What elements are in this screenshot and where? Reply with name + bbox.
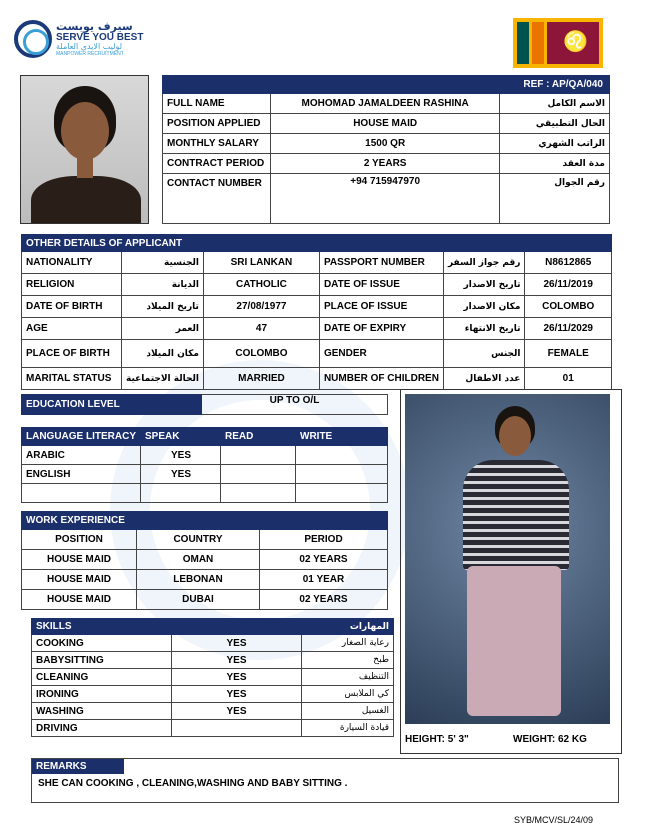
reference-number: REF : AP/QA/040	[163, 76, 610, 94]
field-label: MARITAL STATUS	[22, 368, 122, 390]
work-position: HOUSE MAID	[22, 550, 137, 570]
language-level	[141, 484, 221, 503]
table-row	[22, 296, 612, 318]
field-label: DATE OF EXPIRY	[319, 318, 443, 340]
skill-name: DRIVING	[32, 720, 172, 737]
table-row	[163, 174, 610, 224]
field-label-ar: مكان الاصدار	[443, 296, 525, 318]
full-name-value: MOHOMAD JAMALDEEN RASHINA	[270, 94, 499, 114]
field-label: PLACE OF BIRTH	[22, 340, 122, 368]
skill-name: BABYSITTING	[32, 652, 172, 669]
field-label-ar: الراتب الشهري	[500, 134, 610, 154]
personal-info-table	[162, 75, 610, 224]
skill-level	[172, 720, 302, 737]
table-row	[32, 652, 394, 669]
applicant-full-photo-frame	[400, 389, 622, 754]
table-row	[32, 720, 394, 737]
language-level: YES	[141, 465, 221, 484]
company-logo	[14, 20, 143, 58]
education-label: EDUCATION LEVEL	[22, 395, 202, 415]
work-country: DUBAI	[137, 590, 260, 610]
skill-name-ar: الغسيل	[302, 703, 394, 720]
column-header: COUNTRY	[137, 530, 260, 550]
language-level	[221, 484, 296, 503]
work-position: HOUSE MAID	[22, 570, 137, 590]
remarks-heading: REMARKS	[32, 759, 124, 774]
table-row	[22, 274, 612, 296]
field-value: 26/11/2019	[525, 274, 612, 296]
skill-level: YES	[172, 652, 302, 669]
table-row	[22, 446, 388, 465]
other-details-table	[21, 234, 612, 390]
field-value: MARRIED	[203, 368, 319, 390]
work-period: 01 YEAR	[260, 570, 388, 590]
salary-value: 1500 QR	[270, 134, 499, 154]
section-heading: WORK EXPERIENCE	[22, 512, 260, 530]
section-heading-ar: المهارات	[302, 619, 394, 635]
contact-number-value: +94 715947970	[270, 174, 499, 224]
section-heading: SKILLS	[32, 619, 302, 635]
table-row	[22, 590, 388, 610]
table-row	[32, 686, 394, 703]
field-label-ar: الجنس	[443, 340, 525, 368]
field-label: NUMBER OF CHILDREN	[319, 368, 443, 390]
table-row	[22, 340, 612, 368]
column-header: PERIOD	[260, 530, 388, 550]
skill-name-ar: كي الملابس	[302, 686, 394, 703]
skills-table	[31, 618, 394, 737]
skill-level: YES	[172, 669, 302, 686]
applicant-passport-photo	[20, 75, 149, 224]
field-value: SRI LANKAN	[203, 252, 319, 274]
field-label-ar: العمر	[122, 318, 204, 340]
position-value: HOUSE MAID	[270, 114, 499, 134]
table-row	[22, 570, 388, 590]
table-row	[163, 154, 610, 174]
skill-name-ar: طبخ	[302, 652, 394, 669]
field-value: FEMALE	[525, 340, 612, 368]
field-label-ar: عدد الاطفال	[443, 368, 525, 390]
table-row	[163, 114, 610, 134]
field-label: MONTHLY SALARY	[163, 134, 271, 154]
logo-arabic-name: سيرف يوبست	[56, 20, 133, 34]
field-label: CONTACT NUMBER	[163, 174, 271, 224]
height-value: HEIGHT: 5' 3"	[405, 734, 469, 745]
column-header: WRITE	[296, 428, 388, 446]
language-level	[296, 484, 388, 503]
language-name: ARABIC	[22, 446, 141, 465]
skill-name-ar: التنظيف	[302, 669, 394, 686]
field-label-ar: تاريخ الميلاد	[122, 296, 204, 318]
field-value: 01	[525, 368, 612, 390]
table-row	[22, 484, 388, 503]
field-label: DATE OF ISSUE	[319, 274, 443, 296]
table-row	[163, 94, 610, 114]
language-level	[221, 465, 296, 484]
work-position: HOUSE MAID	[22, 590, 137, 610]
language-level: YES	[141, 446, 221, 465]
field-label-ar: تاريخ الاصدار	[443, 274, 525, 296]
education-value: UP TO O/L	[202, 395, 388, 415]
skill-name: CLEANING	[32, 669, 172, 686]
logo-knot-icon	[14, 20, 52, 58]
work-experience-table	[21, 511, 388, 610]
table-row	[22, 368, 612, 390]
work-country: LEBONAN	[137, 570, 260, 590]
field-label: POSITION APPLIED	[163, 114, 271, 134]
footer-code: SYB/MCV/SL/24/09	[514, 815, 594, 825]
field-value: 27/08/1977	[203, 296, 319, 318]
table-row	[32, 669, 394, 686]
column-header: READ	[221, 428, 296, 446]
skill-name: COOKING	[32, 635, 172, 652]
language-table	[21, 427, 388, 503]
table-row	[22, 252, 612, 274]
work-period: 02 YEARS	[260, 550, 388, 570]
field-label-ar: الحالة الاجتماعية	[122, 368, 204, 390]
field-label: GENDER	[319, 340, 443, 368]
column-header: SPEAK	[141, 428, 221, 446]
field-label: NATIONALITY	[22, 252, 122, 274]
skill-level: YES	[172, 686, 302, 703]
field-label-ar: الاسم الكامل	[500, 94, 610, 114]
table-row	[22, 318, 612, 340]
field-value: 26/11/2029	[525, 318, 612, 340]
logo-name: SERVE YOU BEST	[56, 31, 144, 43]
field-value: COLOMBO	[203, 340, 319, 368]
column-header: LANGUAGE LITERACY	[22, 428, 141, 446]
table-row	[22, 550, 388, 570]
field-value: COLOMBO	[525, 296, 612, 318]
weight-value: WEIGHT: 62 KG	[513, 734, 587, 745]
section-heading: OTHER DETAILS OF APPLICANT	[22, 235, 320, 252]
skill-level: YES	[172, 635, 302, 652]
contract-period-value: 2 YEARS	[270, 154, 499, 174]
skill-name: IRONING	[32, 686, 172, 703]
skill-level: YES	[172, 703, 302, 720]
field-label: CONTRACT PERIOD	[163, 154, 271, 174]
skill-name: WASHING	[32, 703, 172, 720]
field-value: 47	[203, 318, 319, 340]
field-label-ar: رقم الجوال	[500, 174, 610, 224]
language-level	[296, 446, 388, 465]
education-table	[21, 394, 388, 415]
field-label: RELIGION	[22, 274, 122, 296]
work-country: OMAN	[137, 550, 260, 570]
language-name	[22, 484, 141, 503]
field-label: DATE OF BIRTH	[22, 296, 122, 318]
column-header: POSITION	[22, 530, 137, 550]
field-label: PLACE OF ISSUE	[319, 296, 443, 318]
field-label-ar: مكان الميلاد	[122, 340, 204, 368]
applicant-full-photo	[405, 394, 610, 724]
skill-name-ar: رعاية الصغار	[302, 635, 394, 652]
field-label-ar: رقم جواز السفر	[443, 252, 525, 274]
field-label-ar: مدة العقد	[500, 154, 610, 174]
field-label: FULL NAME	[163, 94, 271, 114]
skill-name-ar: قيادة السيارة	[302, 720, 394, 737]
field-label-ar: الجنسية	[122, 252, 204, 274]
language-name: ENGLISH	[22, 465, 141, 484]
logo-arabic-sub: لوليب الايدي العاملة	[56, 42, 123, 52]
field-label-ar: تاريخ الانتهاء	[443, 318, 525, 340]
sri-lanka-flag-icon: ♌	[513, 18, 603, 68]
field-value: N8612865	[525, 252, 612, 274]
field-label: PASSPORT NUMBER	[319, 252, 443, 274]
table-row	[32, 635, 394, 652]
table-row	[32, 703, 394, 720]
work-period: 02 YEARS	[260, 590, 388, 610]
remarks-box	[31, 758, 619, 803]
table-row	[22, 465, 388, 484]
field-label: AGE	[22, 318, 122, 340]
logo-sub: MANPOWER RECRUITMENT	[56, 50, 124, 57]
language-level	[221, 446, 296, 465]
field-label-ar: الديانة	[122, 274, 204, 296]
table-row	[163, 134, 610, 154]
language-level	[296, 465, 388, 484]
field-label-ar: الحال التطبيقي	[500, 114, 610, 134]
remarks-text: SHE CAN COOKING , CLEANING,WASHING AND BABY SITTING .	[38, 778, 348, 789]
field-value: CATHOLIC	[203, 274, 319, 296]
